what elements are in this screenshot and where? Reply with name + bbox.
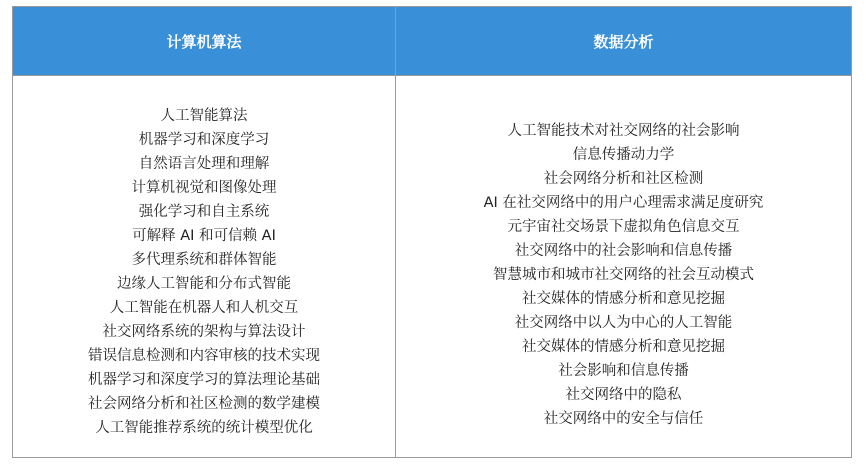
topic-item: 人工智能算法 <box>160 107 248 124</box>
topic-item: 社会网络分析和社区检测 <box>543 170 704 187</box>
topic-item: 多代理系统和群体智能 <box>131 251 277 268</box>
topics-table <box>12 6 852 458</box>
topic-item: 计算机视觉和图像处理 <box>131 179 277 196</box>
topic-item: 强化学习和自主系统 <box>138 203 270 220</box>
topic-item: 社交网络中的社会影响和信息传播 <box>514 242 733 259</box>
topic-item: 边缘人工智能和分布式智能 <box>117 275 291 292</box>
algorithms-topic-list <box>13 75 396 457</box>
topic-item: 机器学习和深度学习 <box>138 131 270 148</box>
topic-item: 人工智能在机器人和人机交互 <box>109 299 299 316</box>
column-header-algorithms: 计算机算法 <box>13 7 396 75</box>
topic-item: 社交网络系统的架构与算法设计 <box>102 323 306 340</box>
topic-item: 可解释 AI 和可信赖 AI <box>132 227 276 244</box>
topic-item: 社交网络中的隐私 <box>565 386 682 403</box>
topic-item: 信息传播动力学 <box>572 146 675 163</box>
topic-item: 错误信息检测和内容审核的技术实现 <box>88 347 320 364</box>
topic-item: 社交网络中的安全与信任 <box>543 410 704 427</box>
topic-item: 社会网络分析和社区检测的数学建模 <box>88 395 320 412</box>
topic-item: 元宇宙社交场景下虚拟角色信息交互 <box>507 218 740 235</box>
topic-item: 社交媒体的情感分析和意见挖掘 <box>522 290 725 307</box>
topic-item: 社会影响和信息传播 <box>558 362 689 379</box>
topic-item: AI 在社交网络中的用户心理需求满足度研究 <box>483 194 764 211</box>
topic-item: 人工智能推荐系统的统计模型优化 <box>95 419 313 436</box>
topic-item: 机器学习和深度学习的算法理论基础 <box>88 371 320 388</box>
topic-item: 社交网络中以人为中心的人工智能 <box>514 314 733 331</box>
topic-item: 社交媒体的情感分析和意见挖掘 <box>522 338 725 355</box>
data-analysis-topic-list <box>396 75 851 457</box>
column-header-data-analysis: 数据分析 <box>396 7 851 75</box>
topic-item: 智慧城市和城市社交网络的社会互动模式 <box>493 266 754 283</box>
topic-item: 自然语言处理和理解 <box>138 155 270 172</box>
topic-item: 人工智能技术对社交网络的社会影响 <box>507 122 740 139</box>
